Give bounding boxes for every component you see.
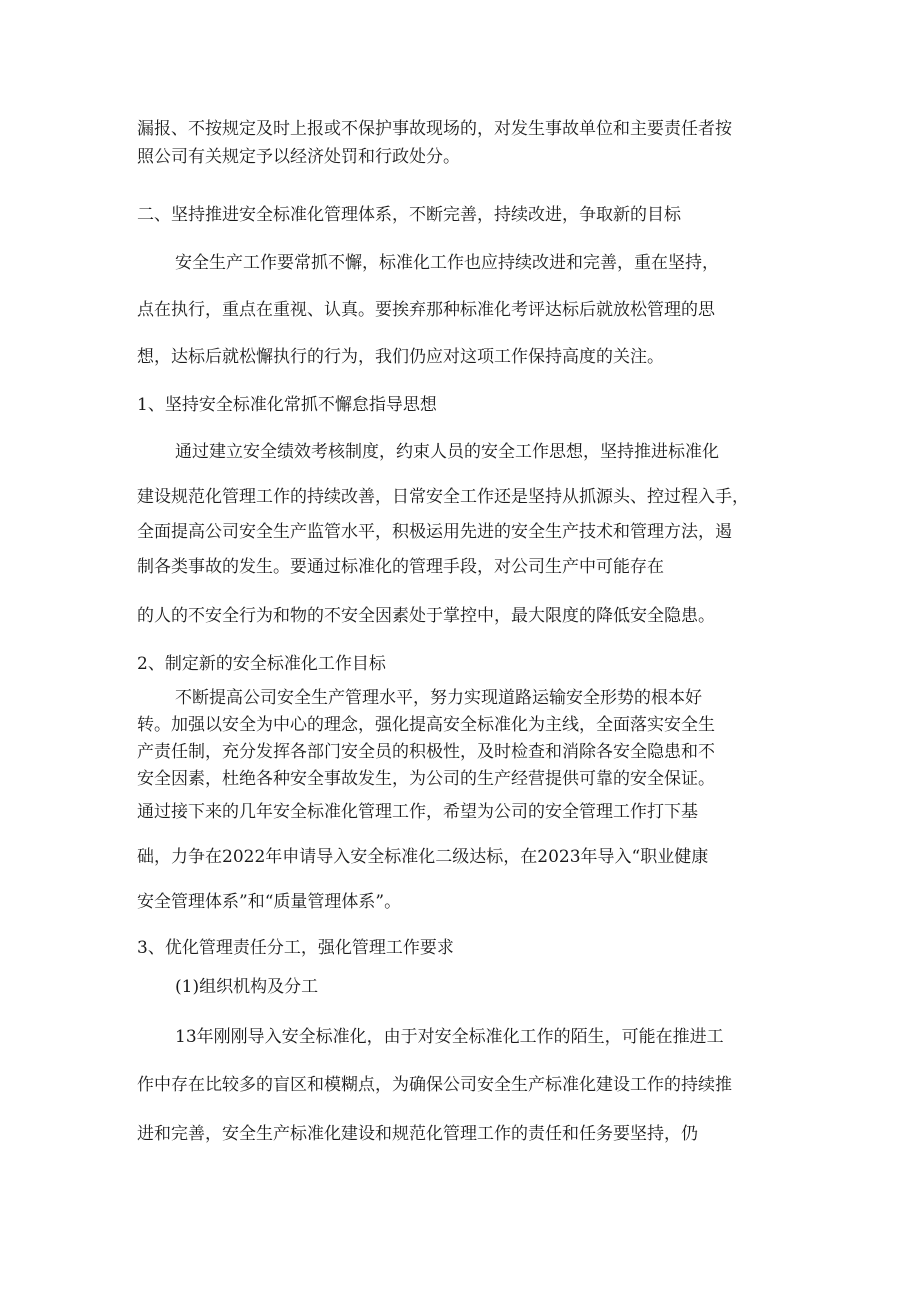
paragraph-line: 进和完善，安全生产标准化建设和规范化管理工作的责任和任务要坚持，仍 bbox=[137, 1124, 698, 1144]
paragraph-line: 安全管理体系”和“质量管理体系”。 bbox=[137, 892, 402, 912]
paragraph-line: 的人的不安全行为和物的不安全因素处于掌控中，最大限度的降低安全隐患。 bbox=[137, 606, 715, 626]
paragraph-line: 照公司有关规定予以经济处罚和行政处分。 bbox=[137, 147, 460, 167]
paragraph-line: 安全因素，杜绝各种安全事故发生，为公司的生产经营提供可靠的安全保证。 bbox=[137, 769, 715, 789]
paragraph-line: 漏报、不按规定及时上报或不保护事故现场的，对发生事故单位和主要责任者按 bbox=[137, 119, 732, 139]
paragraph-line: 作中存在比较多的盲区和模糊点，为确保公司安全生产标准化建设工作的持续推 bbox=[137, 1075, 732, 1095]
paragraph-line: 点在执行，重点在重视、认真。要挨弃那种标准化考评达标后就放松管理的思 bbox=[137, 300, 715, 320]
subsection-heading: 1、坚持安全标准化常抓不懈怠指导思想 bbox=[137, 395, 437, 415]
item-heading: (1)组织机构及分工 bbox=[175, 977, 319, 997]
paragraph-line: 础，力争在2022年申请导入安全标准化二级达标，在2023年导入“职业健康 bbox=[137, 847, 709, 867]
paragraph-line: 建设规范化管理工作的持续改善，日常安全工作还是坚持从抓源头、控过程入手， bbox=[137, 487, 749, 507]
paragraph-line: 制各类事故的发生。要通过标准化的管理手段，对公司生产中可能存在 bbox=[137, 557, 664, 577]
paragraph-line: 转。加强以安全为中心的理念，强化提高安全标准化为主线，全面落实安全生 bbox=[137, 715, 715, 735]
paragraph-line: 想，达标后就松懈执行的行为，我们仍应对这项工作保持高度的关注。 bbox=[137, 347, 664, 367]
paragraph-line: 通过建立安全绩效考核制度，约束人员的安全工作思想，坚持推进标准化 bbox=[175, 442, 719, 462]
paragraph-line: 产责任制，充分发挥各部门安全员的积极性，及时检查和消除各安全隐患和不 bbox=[137, 742, 715, 762]
paragraph-line: 安全生产工作要常抓不懈，标准化工作也应持续改进和完善，重在坚持， bbox=[175, 253, 719, 273]
paragraph-line: 13年刚刚导入安全标准化，由于对安全标准化工作的陌生，可能在推进工 bbox=[175, 1027, 724, 1047]
section-heading: 二、坚持推进安全标准化管理体系，不断完善，持续改进，争取新的目标 bbox=[137, 205, 681, 225]
paragraph-line: 全面提高公司安全生产监管水平，积极运用先进的安全生产技术和管理方法，遏 bbox=[137, 522, 732, 542]
paragraph-line: 通过接下来的几年安全标准化管理工作，希望为公司的安全管理工作打下基 bbox=[137, 802, 698, 822]
subsection-heading: 3、优化管理责任分工，强化管理工作要求 bbox=[137, 938, 454, 958]
subsection-heading: 2、制定新的安全标准化工作目标 bbox=[137, 654, 386, 674]
paragraph-line: 不断提高公司安全生产管理水平，努力实现道路运输安全形势的根本好 bbox=[175, 688, 702, 708]
